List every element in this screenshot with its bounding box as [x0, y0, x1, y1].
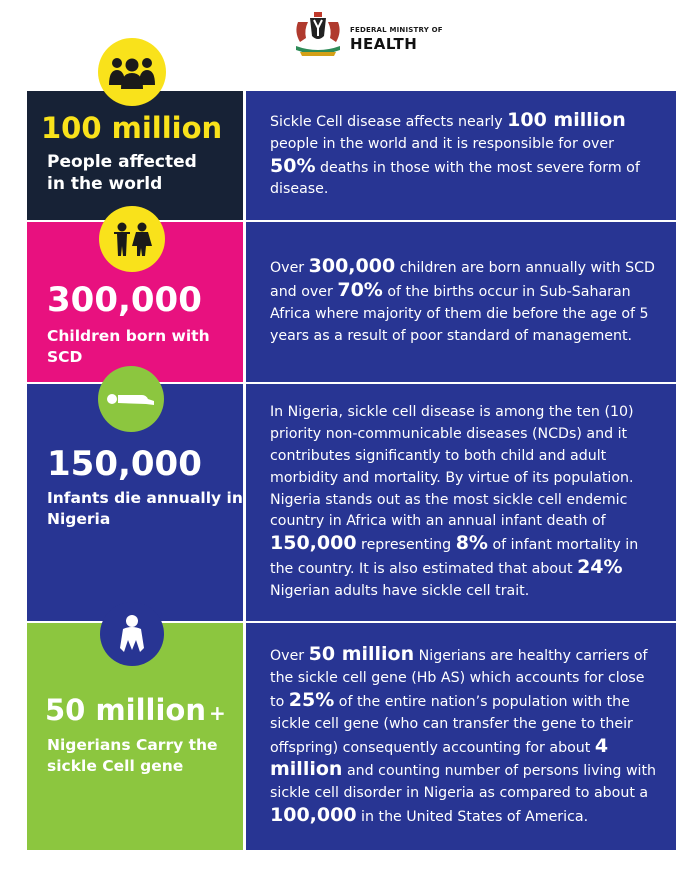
highlight-figure: 70% [337, 279, 383, 302]
text-run: In Nigeria, sickle cell disease is among the ten (10) priority non-communicable diseases (NCDs) and it contributes significantly to both child and adult morbidity and mortality. By virtue of its population. Nigeria stands out as the most sickle cell endemic country in Africa with an annual infant death of [270, 404, 634, 530]
text-run: of infant mortality in the country. It is also estimated that about [270, 537, 639, 577]
info-text-1 [270, 110, 662, 201]
text-run: deaths in those with the most severe form of disease. [270, 159, 640, 198]
children-icon [110, 222, 154, 256]
stat-desc-1: People affected in the world [47, 152, 197, 194]
highlight-figure: 300,000 [308, 255, 396, 278]
stat-value-4 [45, 693, 226, 727]
info-panel-2 [246, 222, 676, 382]
sitting-person-icon [114, 614, 150, 654]
people-group-icon-circle [98, 38, 166, 106]
highlight-figure: 4 million [270, 734, 609, 781]
text-run: Nigerian adults have sickle cell trait. [270, 582, 530, 599]
highlight-figure: 8% [455, 532, 488, 555]
text-run: Sickle Cell disease affects nearly [270, 113, 508, 130]
stat-desc-4: Nigerians Carry the sickle Cell gene [47, 736, 218, 775]
stat-value-2: 300,000 [47, 280, 202, 320]
highlight-figure: 50% [270, 154, 316, 177]
text-run: Over [270, 260, 309, 277]
ministry-label: FEDERAL MINISTRY OF [350, 26, 443, 34]
stat-value-1: 100 million [41, 111, 223, 145]
lying-person-icon [106, 389, 156, 409]
highlight-figure: 50 million [308, 643, 415, 666]
info-text-2 [270, 256, 662, 347]
stat-panel-1 [27, 91, 243, 220]
info-text-4 [270, 644, 662, 828]
highlight-figure: 100 million [507, 108, 626, 131]
text-run: and counting number of persons living with sickle cell disorder in Nigeria as compared to about a [270, 763, 657, 802]
text-run: Nigerians are healthy carriers of the sickle cell gene (Hb AS) which accounts for close to [270, 648, 648, 710]
info-panel-3 [246, 384, 676, 621]
text-run: of the entire nation’s population with the sickle cell gene (who can transfer the gene to their offspring) consequently accounting for about [270, 693, 633, 756]
stat-desc-2: Children born with SCD [47, 327, 210, 366]
text-run: in the United States of America. [356, 808, 589, 825]
info-panel-1 [246, 91, 676, 220]
text-run: representing [356, 537, 456, 554]
text-run: of the births occur in Sub-Saharan Africa where majority of them die before the age of 5 years as a result of poor standard of management. [270, 284, 649, 344]
stat-suffix-4: + [209, 701, 226, 725]
stat-value-4-text: 50 million [45, 693, 207, 727]
highlight-figure: 100,000 [270, 803, 357, 826]
info-panel-4 [246, 623, 676, 850]
people-group-icon [107, 55, 157, 89]
sitting-person-icon-circle [100, 602, 164, 666]
text-run: Over [270, 648, 309, 665]
highlight-figure: 24% [577, 555, 623, 578]
info-text-3 [270, 402, 662, 602]
stat-value-3: 150,000 [47, 444, 202, 484]
coat-of-arms-icon [290, 10, 346, 60]
health-label: HEALTH [350, 35, 418, 53]
highlight-figure: 150,000 [270, 532, 357, 555]
highlight-figure: 25% [288, 688, 335, 711]
text-run: children are born annually with SCD and over [270, 260, 655, 301]
children-icon-circle [99, 206, 165, 272]
text-run: people in the world and it is responsible for over [270, 135, 614, 152]
stat-desc-3: Infants die annually in Nigeria [47, 489, 243, 528]
lying-person-icon-circle [98, 366, 164, 432]
ministry-header [290, 10, 450, 60]
